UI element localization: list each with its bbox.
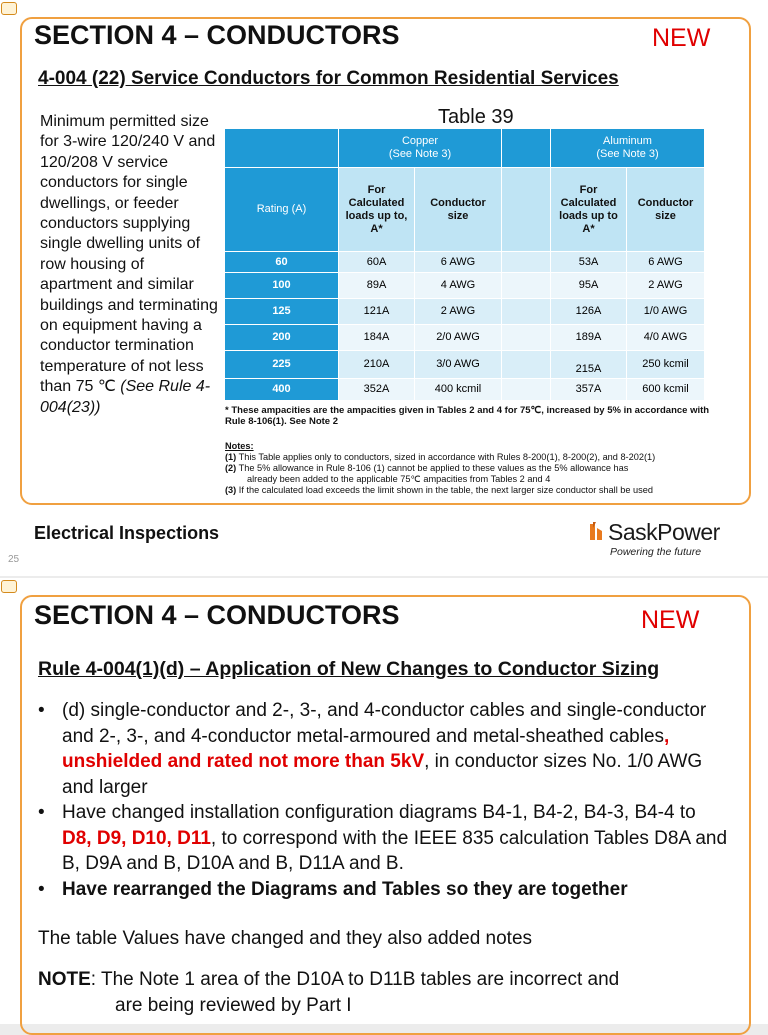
hdr-line: size (655, 209, 676, 222)
table-row (225, 379, 705, 401)
logo-name: SaskPower (608, 519, 720, 545)
comment-icon[interactable] (1, 580, 17, 593)
description (40, 112, 220, 418)
table-row (225, 299, 705, 325)
cu-size-cell: 400 kcmil (415, 379, 502, 401)
table-row (225, 252, 705, 273)
al-size-cell: 2 AWG (627, 273, 705, 299)
rating-cell: 100 (225, 273, 339, 299)
rating-header: Rating (A) (225, 168, 339, 252)
note-2 (225, 463, 735, 474)
copper-header-line1: Copper (401, 135, 439, 147)
bullet-list (38, 698, 728, 902)
al-load-cell: 53A (551, 252, 627, 273)
spacer-cell (502, 252, 551, 273)
rating-cell: 60 (225, 252, 339, 273)
hdr-line: For (579, 183, 598, 196)
logo-tagline: Powering the future (610, 546, 702, 558)
note-2-cont: already been added to the applicable 75℃ ampacities from Tables 2 and 4 (247, 474, 551, 484)
al-load-cell: 126A (551, 299, 627, 325)
cu-load-cell: 352A (339, 379, 415, 401)
aluminum-header-line2: (See Note 3) (596, 148, 659, 160)
cu-size-cell: 3/0 AWG (415, 351, 502, 379)
table-row (225, 273, 705, 299)
cu-size-header (415, 168, 502, 252)
new-badge: NEW (652, 24, 711, 52)
notes-label: Notes: (225, 441, 254, 451)
comment-icon[interactable] (1, 2, 17, 15)
cu-load-cell: 60A (339, 252, 415, 273)
hdr-line: loads up to, (345, 209, 408, 222)
bullet-item (38, 800, 728, 877)
note-text: The 5% allowance in Rule 8-106 (1) cannot be applied to these values as the 5% allowance has (236, 463, 629, 473)
cu-load-cell: 184A (339, 325, 415, 351)
cu-size-cell: 2 AWG (415, 299, 502, 325)
note-1 (225, 452, 735, 463)
bullet-icon: • (38, 878, 45, 900)
cu-calc-header (339, 168, 415, 252)
note (38, 967, 738, 1019)
bullet-text: , in conductor sizes No. 1/0 AWG and larger (62, 751, 703, 798)
note-3 (225, 485, 735, 496)
bullet-text: (d) single-conductor and 2-, 3-, and 4-conductor cables and single-conductor and 2-, 3-, and 4-conductor metal-armoured and metal-sheathed cables (62, 700, 707, 747)
hdr-line: For (367, 183, 386, 196)
saskpower-mark-icon (588, 522, 604, 542)
cu-size-cell: 2/0 AWG (415, 325, 502, 351)
rating-cell: 125 (225, 299, 339, 325)
paragraph: The table Values have changed and they also added notes (38, 928, 533, 949)
rating-cell: 225 (225, 351, 339, 379)
hdr-line: size (447, 209, 469, 222)
cu-load-cell: 121A (339, 299, 415, 325)
spacer-cell (502, 379, 551, 401)
subheading: 4-004 (22) Service Conductors for Common Residential Services (38, 68, 619, 89)
note-line-1: : The Note 1 area of the D10A to D11B tables are incorrect and (90, 969, 620, 990)
rating-cell: 400 (225, 379, 339, 401)
hdr-line: A* (370, 222, 383, 235)
page-number: 25 (8, 554, 20, 565)
al-size-cell: 250 kcmil (627, 351, 705, 379)
al-size-cell: 6 AWG (627, 252, 705, 273)
note-text: If the calculated load exceeds the limit shown in the table, the next larger size conductor shall be used (236, 485, 653, 495)
bullet-icon: • (38, 802, 45, 823)
aluminum-header-line1: Aluminum (603, 135, 652, 147)
section-title: SECTION 4 – CONDUCTORS (34, 600, 400, 630)
al-load-cell: 215A (551, 351, 627, 379)
bullet-item (38, 877, 728, 903)
note-key: NOTE (38, 969, 91, 990)
spacer-cell (502, 351, 551, 379)
copper-header (339, 129, 502, 168)
footer-label: Electrical Inspections (34, 523, 220, 543)
rating-table (224, 128, 705, 401)
header-blank (225, 129, 339, 168)
subheading: Rule 4-004(1)(d) – Application of New Changes to Conductor Sizing (38, 658, 660, 680)
note-number: (3) (225, 485, 237, 495)
copper-header-line2: (See Note 3) (388, 148, 452, 160)
saskpower-logo (588, 519, 738, 559)
table-footnote: * These ampacities are the ampacities given in Tables 2 and 4 for 75℃, increased by 5% in accordance with Rule 8-106(1). See Note 2 (225, 405, 710, 427)
header-spacer-2 (502, 168, 551, 252)
spacer-cell (502, 273, 551, 299)
al-load-cell: 357A (551, 379, 627, 401)
slide-2 (0, 578, 768, 1024)
al-size-header (627, 168, 705, 252)
al-load-cell: 95A (551, 273, 627, 299)
section-title: SECTION 4 – CONDUCTORS (34, 20, 400, 50)
hdr-line: Conductor (637, 196, 694, 209)
rating-cell: 200 (225, 325, 339, 351)
cu-size-cell: 4 AWG (415, 273, 502, 299)
hdr-line: Calculated (348, 196, 405, 209)
note-number: (1) (225, 452, 237, 462)
table-notes (225, 441, 735, 496)
cu-load-cell: 89A (339, 273, 415, 299)
al-load-cell: 189A (551, 325, 627, 351)
cu-load-cell: 210A (339, 351, 415, 379)
header-spacer (502, 129, 551, 168)
note-line-2: are being reviewed by Part I (115, 995, 352, 1016)
cu-size-cell: 6 AWG (415, 252, 502, 273)
table-row (225, 325, 705, 351)
aluminum-header (551, 129, 705, 168)
description-reference: (See Rule 4-004(23)) (40, 378, 211, 416)
bullet-text: Have changed installation configuration diagrams B4-1, B4-2, B4-3, B4-4 to (62, 802, 696, 823)
spacer-cell (502, 299, 551, 325)
bullet-highlight: D8, D9, D10, D11 (62, 827, 211, 849)
description-text: Minimum permitted size for 3-wire 120/240 V and 120/208 V service conductors for single dwellings, or feeder conductors supplying single dwelling units of row housing of apartment and similar buildings and terminating on equipment having a conductor termination temperature of not less than 75 ℃ (40, 113, 218, 396)
table-title: Table 39 (438, 106, 514, 128)
hdr-line: Conductor (430, 196, 486, 209)
hdr-line: A* (582, 222, 595, 235)
spacer-cell (502, 325, 551, 351)
note-text: This Table applies only to conductors, sized in accordance with Rules 8-200(1), 8-200(2), and 8-202(1) (236, 452, 656, 462)
al-calc-header (551, 168, 627, 252)
table-row (225, 351, 705, 379)
bullet-text: , to correspond with the IEEE 835 calculation Tables D8A and B, D9A and B, D10A and B, D11A and B. (62, 827, 728, 874)
bullet-highlight: , unshielded and rated not more than 5kV (62, 725, 670, 772)
al-size-cell: 1/0 AWG (627, 299, 705, 325)
bullet-item (38, 698, 728, 800)
new-badge: NEW (641, 606, 700, 634)
al-size-cell: 4/0 AWG (627, 325, 705, 351)
hdr-line: loads up to (559, 209, 618, 222)
al-size-cell: 600 kcmil (627, 379, 705, 401)
bullet-icon: • (38, 700, 45, 721)
note-number: (2) (225, 463, 237, 473)
bullet-text: Have rearranged the Diagrams and Tables so they are together (62, 878, 628, 900)
hdr-line: Calculated (560, 196, 617, 209)
